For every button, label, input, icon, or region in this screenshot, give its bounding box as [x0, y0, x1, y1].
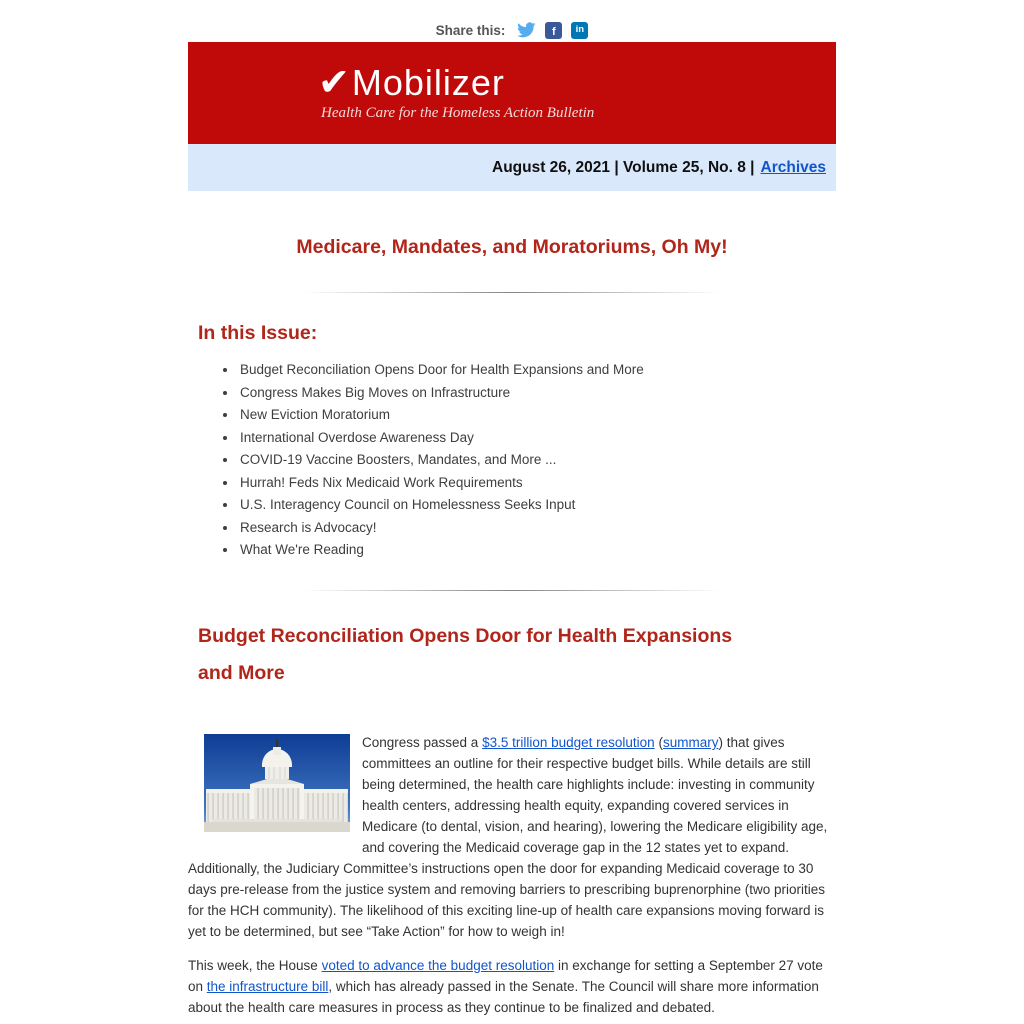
- article-heading: Budget Reconciliation Opens Door for Health Expansions and More: [198, 625, 733, 684]
- toc-item: • U.S. Interagency Council on Homelessness Seeks Input: [238, 497, 836, 512]
- facebook-glyph: f: [552, 25, 556, 38]
- paragraph-text: ) that gives committees an outline for their respective budget bills. While details are still being determined, the health care highlights include: investing in community health centers, addressing health equity, expanding covered services in Medicare (to dental, vision, and hearing), lowering the Medicare eligibility age, and covering the Medicaid coverage gap in the 12 states yet to expand. Additionally, the Judiciary Committee’s instructions open the door for expanding Medicaid coverage to 30 days pre-release from the justice system and removing barriers to prescribing buprenorphine (two priorities for the HCH community). The likelihood of this exciting line-up of health care expansions moving forward is yet to be determined, but see “Take Action” for how to weigh in!: [188, 735, 828, 939]
- paragraph-text: This week, the House: [188, 958, 322, 973]
- archives-link[interactable]: Archives: [760, 158, 826, 176]
- logo: [188, 42, 836, 104]
- masthead: [188, 42, 836, 144]
- budget-resolution-link[interactable]: $3.5 trillion budget resolution: [482, 735, 655, 750]
- capitol-image: [204, 734, 350, 832]
- issue-date: August 26, 2021 | Volume 25, No. 8 |: [492, 158, 755, 176]
- linkedin-icon[interactable]: [571, 22, 588, 39]
- article-paragraph: [188, 955, 834, 1018]
- section-divider: [302, 590, 722, 591]
- share-label: Share this:: [435, 22, 506, 38]
- vote-advance-link[interactable]: voted to advance the budget resolution: [321, 958, 555, 973]
- toc-item: • Hurrah! Feds Nix Medicaid Work Requirements: [238, 475, 836, 490]
- newsletter-headline: Medicare, Mandates, and Moratoriums, Oh My!: [296, 236, 728, 258]
- logo-text: Mobilizer: [351, 62, 505, 103]
- newsletter-page: [188, 0, 836, 1018]
- article-body: [188, 732, 836, 1018]
- summary-link[interactable]: summary: [662, 735, 719, 750]
- paragraph-text: (: [654, 735, 663, 750]
- infrastructure-bill-link[interactable]: the infrastructure bill: [206, 979, 329, 994]
- toc-item: • New Eviction Moratorium: [238, 407, 836, 422]
- toc-item: • Congress Makes Big Moves on Infrastructure: [238, 385, 836, 400]
- toc-item: • International Overdose Awareness Day: [238, 430, 836, 445]
- date-bar: [188, 144, 836, 191]
- toc-item: • COVID-19 Vaccine Boosters, Mandates, and More ...: [238, 452, 836, 467]
- paragraph-text: in exchange for setting a September 27 vote on: [188, 958, 823, 994]
- toc-list: [188, 362, 836, 557]
- toc-item: • Budget Reconciliation Opens Door for Health Expansions and More: [238, 362, 836, 377]
- paragraph-text: Congress passed a: [362, 735, 483, 750]
- tagline: Health Care for the Homeless Action Bulletin: [321, 105, 595, 121]
- toc-item: • What We're Reading: [238, 542, 836, 557]
- toc-heading: In this Issue:: [198, 322, 318, 344]
- section-divider: [302, 292, 722, 293]
- facebook-icon[interactable]: [545, 22, 562, 39]
- twitter-icon[interactable]: [516, 22, 536, 39]
- toc-item: • Research is Advocacy!: [238, 520, 836, 535]
- linkedin-glyph: in: [575, 23, 585, 35]
- share-bar: [188, 0, 836, 40]
- paragraph-text: , which has already passed in the Senate. The Council will share more information about the health care measures in process as they continue to be finalized and debated.: [188, 979, 819, 1015]
- checkmark-icon: ✔: [318, 62, 350, 104]
